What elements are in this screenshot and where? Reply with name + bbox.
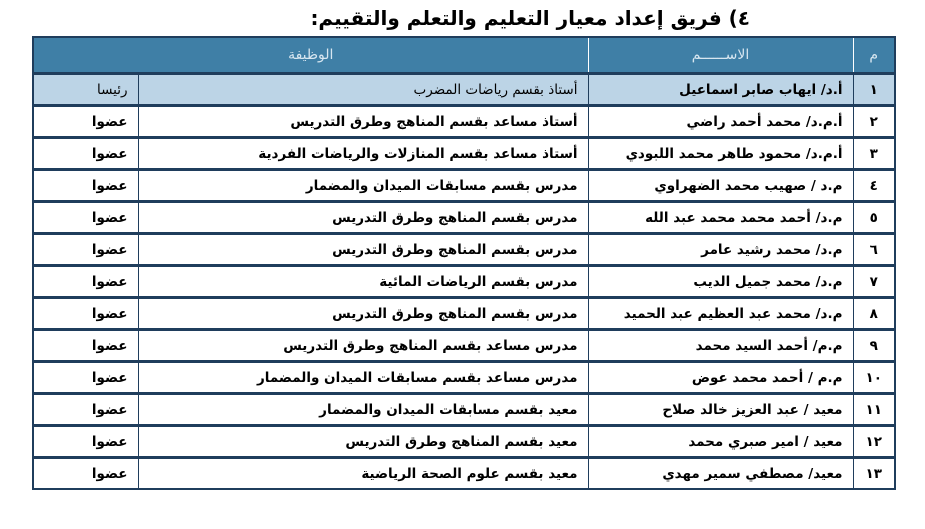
row-job: مدرس مساعد بقسم المناهج وطرق التدريس [138,330,588,362]
row-num: ٧ [853,266,895,298]
row-role: عضوا [33,330,138,362]
row-name: معيد / عبد العزيز خالد صلاح [588,394,853,426]
header-job: الوظيفة [33,37,588,74]
row-num: ١١ [853,394,895,426]
row-name: م.د/ محمد عبد العظيم عبد الحميد [588,298,853,330]
row-num: ٨ [853,298,895,330]
row-num: ٤ [853,170,895,202]
row-job: مدرس بقسم المناهج وطرق التدريس [138,202,588,234]
table-row [33,202,895,234]
row-job: معيد بقسم علوم الصحة الرياضية [138,458,588,490]
row-job: أستاذ مساعد بقسم المناهج وطرق التدريس [138,106,588,138]
table-row [33,106,895,138]
row-num: ١٣ [853,458,895,490]
row-job: مدرس بقسم الرياضات المائية [138,266,588,298]
row-job: أستاذ بقسم رياضات المضرب [138,74,588,106]
row-name: م.د/ محمد رشيد عامر [588,234,853,266]
row-job: مدرس بقسم مسابقات الميدان والمضمار [138,170,588,202]
row-name: أ.م.د/ محمود طاهر محمد اللبودي [588,138,853,170]
row-role: عضوا [33,202,138,234]
row-num: ١٠ [853,362,895,394]
table-row [33,138,895,170]
row-num: ٣ [853,138,895,170]
row-num: ٢ [853,106,895,138]
table-row [33,234,895,266]
row-name: أ.م.د/ محمد أحمد راضي [588,106,853,138]
row-name: م.د/ أحمد محمد محمد عبد الله [588,202,853,234]
row-role: عضوا [33,362,138,394]
table-row [33,298,895,330]
table-row [33,426,895,458]
committee-table [32,36,896,490]
table-row [33,458,895,490]
row-num: ٦ [853,234,895,266]
row-num: ١ [853,74,895,106]
row-job: معيد بقسم المناهج وطرق التدريس [138,426,588,458]
table-row [33,362,895,394]
row-name: م.م/ أحمد السيد محمد [588,330,853,362]
row-name: م.د / صهيب محمد الضهراوي [588,170,853,202]
row-role: عضوا [33,266,138,298]
row-role: عضوا [33,106,138,138]
section-heading: ٤) فريق إعداد معيار التعليم والتعلم والتقييم: [310,6,750,30]
row-name: معيد/ مصطفي سمير مهدي [588,458,853,490]
row-role: عضوا [33,458,138,490]
table-row [33,266,895,298]
table-row [33,330,895,362]
row-num: ١٢ [853,426,895,458]
header-num: م [853,37,895,74]
row-role: عضوا [33,138,138,170]
table-header-row [33,37,895,74]
row-job: معيد بقسم مسابقات الميدان والمضمار [138,394,588,426]
row-job: مدرس بقسم المناهج وطرق التدريس [138,298,588,330]
row-role: عضوا [33,394,138,426]
row-role: عضوا [33,426,138,458]
row-name: أ.د/ ايهاب صابر اسماعيل [588,74,853,106]
row-role: رئيسا [33,74,138,106]
table-row [33,170,895,202]
row-job: أستاذ مساعد بقسم المنازلات والرياضات الفردية [138,138,588,170]
table-row [33,394,895,426]
row-num: ٥ [853,202,895,234]
header-name: الاســــــم [588,37,853,74]
row-num: ٩ [853,330,895,362]
row-role: عضوا [33,234,138,266]
row-role: عضوا [33,170,138,202]
table-row [33,74,895,106]
row-name: م.د/ محمد جميل الديب [588,266,853,298]
row-job: مدرس مساعد بقسم مسابقات الميدان والمضمار [138,362,588,394]
row-role: عضوا [33,298,138,330]
row-name: معيد / امير صبري محمد [588,426,853,458]
row-name: م.م / أحمد محمد عوض [588,362,853,394]
row-job: مدرس بقسم المناهج وطرق التدريس [138,234,588,266]
